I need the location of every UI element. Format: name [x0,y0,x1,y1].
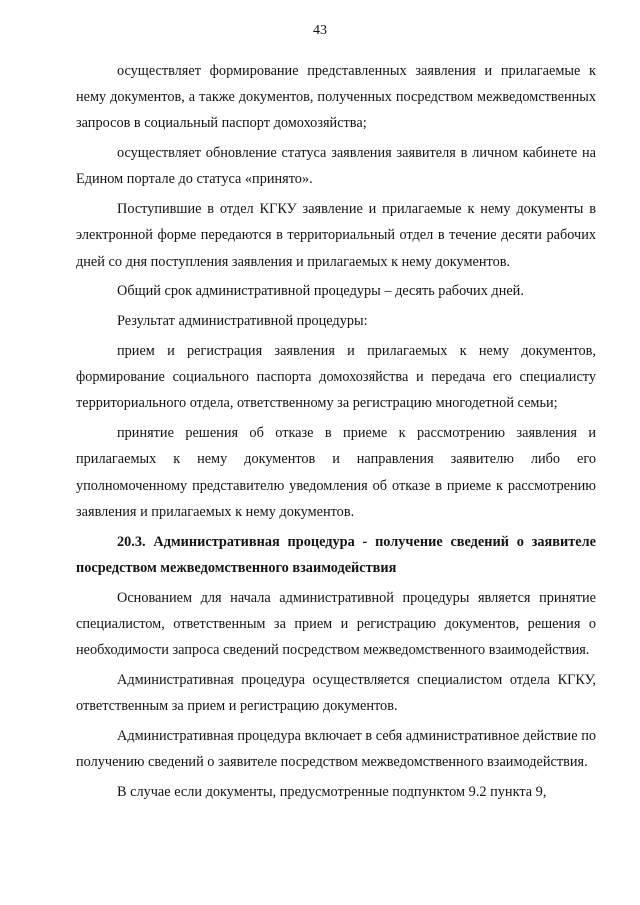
paragraph-basis: Основанием для начала административной процедуры является принятие специалистом, ответственным за прием и регистрацию документов, решения о необходимости запроса сведений посредством межведомственного взаимодействия. [76,589,596,659]
paragraph-status-update: осуществляет обновление статуса заявления заявителя в личном кабинете на Едином портале до статуса «принято». [76,145,596,188]
page-number: 43 [313,23,327,38]
paragraph-formation: осуществляет формирование представленных заявления и прилагаемые к нему документов, а также документов, полученных посредством межведомственных запросов в социальный паспорт домохозяйства; [76,63,596,132]
paragraph-includes: Административная процедура включает в себя административное действие по получению сведений о заявителе посредством межведомственного взаимодействия. [76,727,596,771]
paragraph-result-registration: прием и регистрация заявления и прилагаемых к нему документов, формирование социального паспорта домохозяйства и передача его специалисту территориального отдела, ответственному за регистрацию многодетной семьи; [76,343,596,412]
paragraph-duration: Общий срок административной процедуры – десять рабочих дней. [117,283,524,300]
paragraph-performer: Административная процедура осуществляется специалистом отдела КГКУ, ответственным за прием и регистрацию документов. [76,671,596,715]
paragraph-result-heading: Результат административной процедуры: [117,313,368,330]
section-heading-20-3: 20.3. Административная процедура - получение сведений о заявителе посредством межведомственного взаимодействия [76,533,596,576]
paragraph-case: В случае если документы, предусмотренные подпунктом 9.2 пункта 9, [117,783,547,800]
paragraph-transfer: Поступившие в отдел КГКУ заявление и прилагаемые к нему документы в электронной форме передаются в территориальный отдел в течение десяти рабочих дней со дня поступления заявления и прилагаемых к нему документов. [76,201,596,270]
paragraph-result-refusal: принятие решения об отказе в приеме к рассмотрению заявления и прилагаемых к нему документов и направления заявителю либо его уполномоченному представителю уведомления об отказе в приеме к рассмотрению заявления и прилагаемых к нему документов. [76,425,596,520]
body-text [76,58,596,809]
